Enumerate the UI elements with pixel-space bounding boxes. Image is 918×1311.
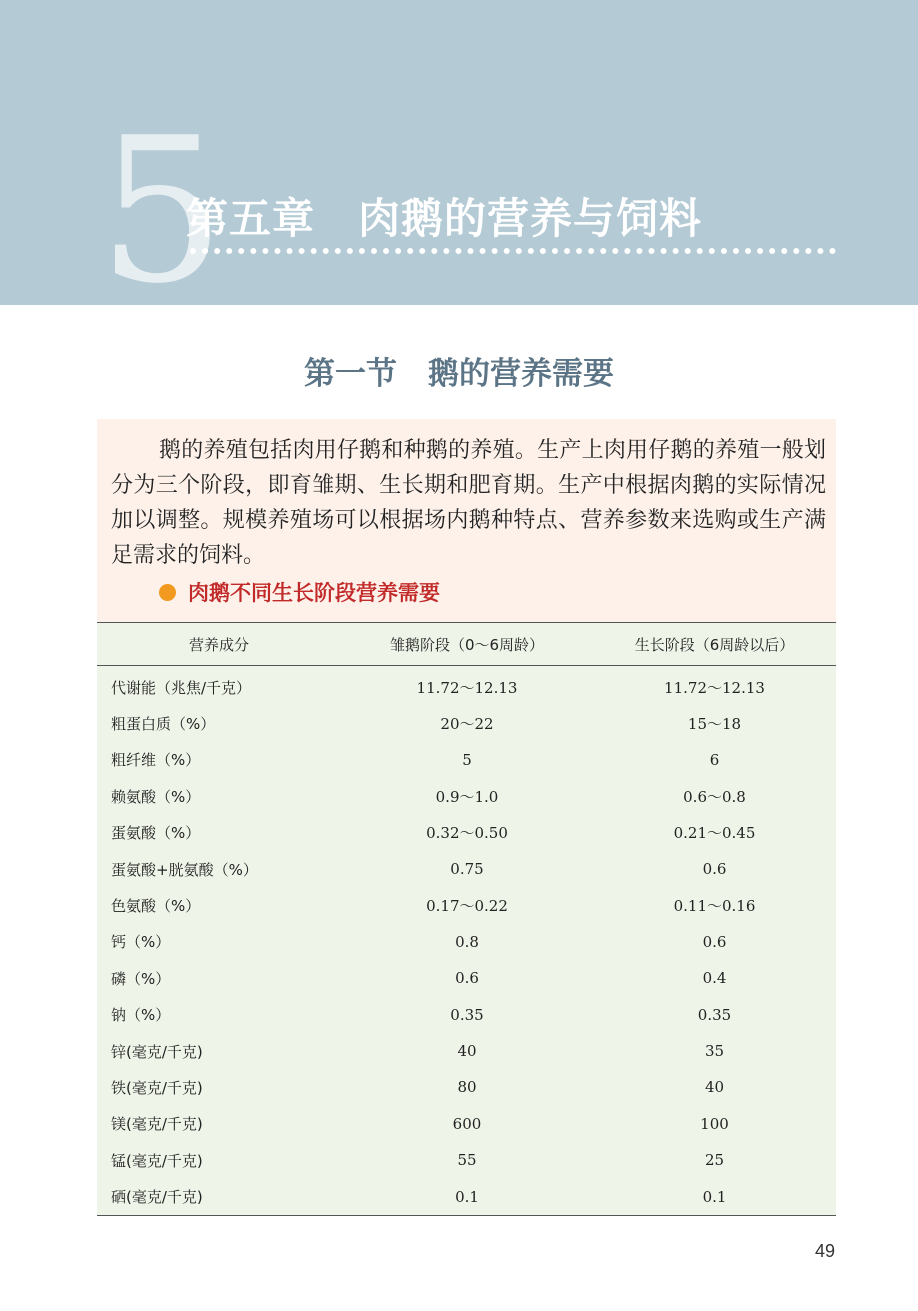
table-row xyxy=(97,887,836,923)
table-subheading xyxy=(159,577,440,607)
table-row xyxy=(97,815,836,851)
table-row xyxy=(97,997,836,1033)
nutrient-name: 镁(毫克/千克) xyxy=(111,1115,203,1134)
page-number: 49 xyxy=(814,1241,835,1261)
chapter-number: 5 xyxy=(98,95,226,328)
nutrient-name: 锰(毫克/千克) xyxy=(111,1151,203,1170)
gosling-value: 0.17～0.22 xyxy=(426,897,508,916)
growing-value: 0.4 xyxy=(702,969,727,988)
nutrient-name: 粗纤维（%） xyxy=(111,751,201,770)
nutrient-name: 代谢能（兆焦/千克） xyxy=(111,678,252,697)
growing-value: 25 xyxy=(704,1151,725,1170)
nutrient-name: 蛋氨酸（%） xyxy=(111,824,201,843)
gosling-value: 55 xyxy=(457,1151,477,1170)
table-row xyxy=(97,851,836,887)
growing-value: 40 xyxy=(704,1078,725,1097)
table-row xyxy=(97,924,836,960)
bullet-dot-icon xyxy=(159,584,176,601)
nutrient-name: 锌(毫克/千克) xyxy=(111,1042,203,1061)
growing-value: 0.11～0.16 xyxy=(673,897,756,916)
nutrient-name: 磷（%） xyxy=(111,969,171,988)
table-row xyxy=(97,778,836,814)
gosling-value: 0.9～1.0 xyxy=(435,787,499,806)
gosling-value: 0.32～0.50 xyxy=(426,824,508,843)
table-row xyxy=(97,960,836,996)
table-row xyxy=(97,705,836,741)
gosling-value: 11.72～12.13 xyxy=(416,678,518,697)
growing-value: 0.6～0.8 xyxy=(683,787,746,806)
growing-value: 0.6 xyxy=(702,860,727,879)
table-row xyxy=(97,666,836,706)
table-row xyxy=(97,1033,836,1069)
gosling-value: 80 xyxy=(457,1078,477,1097)
gosling-value: 0.35 xyxy=(450,1005,484,1024)
growing-value: 0.6 xyxy=(702,932,727,951)
header-nutrient: 营养成分 xyxy=(97,623,341,666)
growing-value: 15～18 xyxy=(687,715,742,734)
growing-value: 100 xyxy=(700,1114,729,1133)
gosling-value: 0.6 xyxy=(455,969,479,988)
growing-value: 0.35 xyxy=(697,1005,732,1024)
gosling-value: 0.8 xyxy=(455,932,479,951)
gosling-value: 0.1 xyxy=(455,1187,479,1206)
gosling-value: 5 xyxy=(462,750,472,769)
gosling-value: 600 xyxy=(452,1114,482,1133)
table-row xyxy=(97,1106,836,1142)
nutrition-table-grid xyxy=(97,623,836,1215)
table-row xyxy=(97,742,836,778)
header-growing-stage: 生长阶段（6周龄以后） xyxy=(593,623,836,666)
gosling-value: 20～22 xyxy=(440,715,494,734)
growing-value: 0.21～0.45 xyxy=(673,824,756,843)
nutrient-name: 钙（%） xyxy=(111,933,171,952)
intro-paragraph: 鹅的养殖包括肉用仔鹅和种鹅的养殖。生产上肉用仔鹅的养殖一般划分为三个阶段，即育雏期、生长期和肥育期。生产中根据肉鹅的实际情况加以调整。规模养殖场可以根据场内鹅种特点、营养参数来选购或生产满足需求的饲料。 xyxy=(111,438,826,568)
table-header-row xyxy=(97,623,836,666)
dotted-divider xyxy=(190,240,836,254)
growing-value: 11.72～12.13 xyxy=(664,678,765,697)
nutrient-name: 铁(毫克/千克) xyxy=(111,1078,203,1097)
table-row xyxy=(97,1142,836,1178)
intro-box xyxy=(97,419,836,622)
table-row xyxy=(97,1069,836,1105)
subheading-text: 肉鹅不同生长阶段营养需要 xyxy=(188,581,440,605)
nutrient-name: 赖氨酸（%） xyxy=(111,787,201,806)
nutrition-table xyxy=(97,622,836,1216)
section-title: 第一节 鹅的营养需要 xyxy=(304,356,614,392)
chapter-title: 第五章 肉鹅的营养与饲料 xyxy=(186,194,703,243)
nutrient-name: 硒(毫克/千克) xyxy=(111,1188,203,1207)
nutrient-name: 粗蛋白质（%） xyxy=(111,715,216,734)
gosling-value: 0.75 xyxy=(450,860,484,879)
header-gosling-stage: 雏鹅阶段（0～6周龄） xyxy=(341,623,593,666)
chapter-header-band xyxy=(0,0,918,328)
table-row xyxy=(97,1178,836,1214)
growing-value: 35 xyxy=(704,1042,725,1061)
nutrient-name: 蛋氨酸+胱氨酸（%） xyxy=(111,860,258,879)
gosling-value: 40 xyxy=(457,1042,477,1061)
growing-value: 0.1 xyxy=(702,1187,727,1206)
nutrient-name: 钠（%） xyxy=(111,1006,171,1025)
nutrient-name: 色氨酸（%） xyxy=(111,897,201,916)
growing-value: 6 xyxy=(709,750,720,769)
